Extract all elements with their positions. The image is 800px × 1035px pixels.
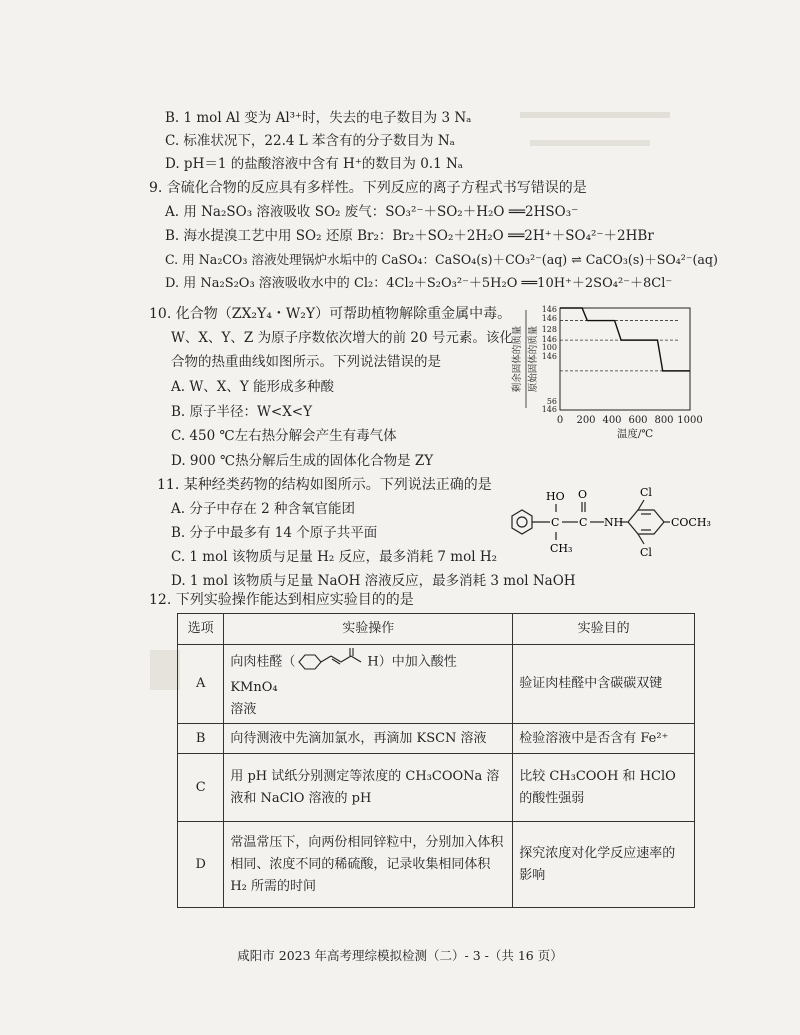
header-option: 选项 (178, 614, 224, 645)
drug-structure-diagram (498, 478, 718, 566)
chart-x-tick-label: 0 (556, 415, 564, 426)
table-row (178, 754, 695, 822)
chart-y-axis-label-numerator: 剩余固体的质量 (512, 325, 523, 393)
q10-option-d: D. 900 ℃热分解后生成的固体化合物是 ZY (171, 453, 434, 469)
chart-x-tick-label: 200 (576, 415, 596, 426)
chart-series-line (560, 308, 690, 371)
row-option: A (178, 645, 224, 724)
row-option: D (178, 822, 224, 908)
mol-label-o: O (578, 488, 588, 501)
q9-option-c: C. 用 Na₂CO₃ 溶液处理锅炉水垢中的 CaSO₄：CaSO₄(s)＋CO₃²⁻(aq) ⇌ CaCO₃(s)＋SO₄²⁻(aq) (165, 252, 718, 267)
chart-frame (560, 308, 690, 410)
op-a-cont: 溶液 (230, 702, 257, 717)
op-a-h: H (367, 654, 379, 670)
mol-label-ch3: CH₃ (550, 542, 573, 555)
chart-y-axis-label-denominator: 原始固体的质量 (528, 325, 539, 393)
row-operation (224, 645, 513, 724)
row-operation: 常温常压下，向两份相同锌粒中，分别加入体积相同、浓度不同的稀硫酸，记录收集相同体积 H₂ 所需的时间 (224, 822, 513, 908)
chart-x-tick-label: 1000 (677, 415, 703, 426)
chart-y-tick-label: 146 (541, 405, 557, 414)
chart-y-tick-label: 56 (546, 397, 557, 406)
q10-stem-line1: 10. 化合物（ZX₂Y₄・W₂Y）可帮助植物解除重金属中毒。 (149, 306, 512, 322)
chart-x-tick-label: 600 (628, 415, 648, 426)
q11-option-c: C. 1 mol 该物质与足量 H₂ 反应，最多消耗 7 mol H₂ (171, 549, 498, 565)
row-option: B (178, 724, 224, 754)
header-operation: 实验操作 (224, 614, 513, 645)
mol-label-nh: NH (604, 516, 624, 529)
q10-stem-line2: W、X、Y、Z 为原子序数依次增大的前 20 号元素。该化 (171, 330, 513, 346)
q11-stem: 11. 某种经类药物的结构如图所示。下列说法正确的是 (157, 477, 492, 493)
q10-option-a: A. W、X、Y 能形成多种酸 (171, 379, 335, 395)
row-option: C (178, 754, 224, 822)
row-purpose: 检验溶液中是否含有 Fe²⁺ (513, 724, 695, 754)
q10-stem-line3: 合物的热重曲线如图所示。下列说法错误的是 (171, 354, 441, 370)
q9-option-b: B. 海水提溴工艺中用 SO₂ 还原 Br₂：Br₂＋SO₂＋2H₂O ══2H⁺＋SO₄²⁻＋2HBr (165, 228, 654, 244)
chart-x-axis-label: 温度/℃ (616, 428, 654, 440)
phenyl-ring (512, 510, 532, 534)
q10-option-b: B. 原子半径：W<X<Y (171, 404, 313, 420)
mol-label-cl-bottom: Cl (640, 546, 652, 559)
q12-stem: 12. 下列实验操作能达到相应实验目的的是 (149, 592, 414, 608)
mol-label-ho: HO (546, 490, 565, 503)
mol-label-coch3: COCH₃ (671, 516, 711, 529)
experiment-table (177, 613, 695, 908)
q9-option-d: D. 用 Na₂S₂O₃ 溶液吸收水中的 Cl₂：4Cl₂＋S₂O₃²⁻＋5H₂O ══10H⁺＋2SO₄²⁻＋8Cl⁻ (165, 276, 673, 291)
row-operation: 用 pH 试纸分别测定等浓度的 CH₃COONa 溶液和 NaClO 溶液的 pH (224, 754, 513, 822)
q8-option-c: C. 标准状况下，22.4 L 苯含有的分子数目为 Nₐ (165, 133, 455, 149)
q9-stem: 9. 含硫化合物的反应具有多样性。下列反应的离子方程式书写错误的是 (149, 180, 587, 196)
chart-y-tick-label: 100 (541, 343, 557, 352)
bleed-through-mark (150, 650, 180, 690)
chart-y-tick-label: 146 (541, 305, 557, 314)
op-a-pre: 向肉桂醛（ (230, 654, 296, 670)
table-row (178, 645, 695, 724)
mol-label-cl-top: Cl (640, 486, 652, 499)
op-a-post: ）中加入酸性 KMnO₄ (230, 654, 457, 695)
row-purpose: 探究浓度对化学反应速率的影响 (513, 822, 695, 908)
chart-y-tick-label: 146 (541, 335, 557, 344)
q11-option-d: D. 1 mol 该物质与足量 NaOH 溶液反应，最多消耗 3 mol NaOH (171, 573, 576, 589)
thermogravimetric-chart (490, 300, 710, 440)
q10-option-c: C. 450 ℃左右热分解会产生有毒气体 (171, 428, 397, 444)
chart-y-tick-label: 128 (541, 325, 557, 334)
table-row (178, 822, 695, 908)
q11-option-a: A. 分子中存在 2 种含氧官能团 (171, 501, 356, 517)
q9-option-a: A. 用 Na₂SO₃ 溶液吸收 SO₂ 废气：SO₃²⁻＋SO₂＋H₂O ══2HSO₃⁻ (165, 204, 579, 220)
chart-y-tick-label: 146 (541, 352, 557, 361)
q11-option-b: B. 分子中最多有 14 个原子共平面 (171, 525, 378, 541)
cinnamaldehyde-structure (295, 647, 367, 677)
chart-y-tick-label: 146 (541, 314, 557, 323)
phenyl-ring-aromatic (517, 517, 527, 527)
row-operation: 向待测液中先滴加氯水，再滴加 KSCN 溶液 (224, 724, 513, 754)
chart-x-tick-label: 800 (654, 415, 674, 426)
q8-option-d: D. pH＝1 的盐酸溶液中含有 H⁺的数目为 0.1 Nₐ (165, 156, 463, 172)
row-purpose: 比较 CH₃COOH 和 HClO 的酸性强弱 (513, 754, 695, 822)
page-footer: 咸阳市 2023 年高考理综模拟检测（二）- 3 -（共 16 页） (237, 948, 563, 963)
bleed-through-mark (520, 112, 670, 118)
mol-label-c2: C (579, 516, 588, 529)
chart-x-tick-label: 400 (602, 415, 622, 426)
table-row (178, 724, 695, 754)
table-header-row (178, 614, 695, 645)
header-purpose: 实验目的 (513, 614, 695, 645)
mol-label-c1: C (551, 516, 560, 529)
bleed-through-mark (530, 140, 650, 146)
row-purpose: 验证肉桂醛中含碳碳双键 (513, 645, 695, 724)
q8-option-b: B. 1 mol Al 变为 Al³⁺时，失去的电子数目为 3 Nₐ (165, 110, 472, 126)
